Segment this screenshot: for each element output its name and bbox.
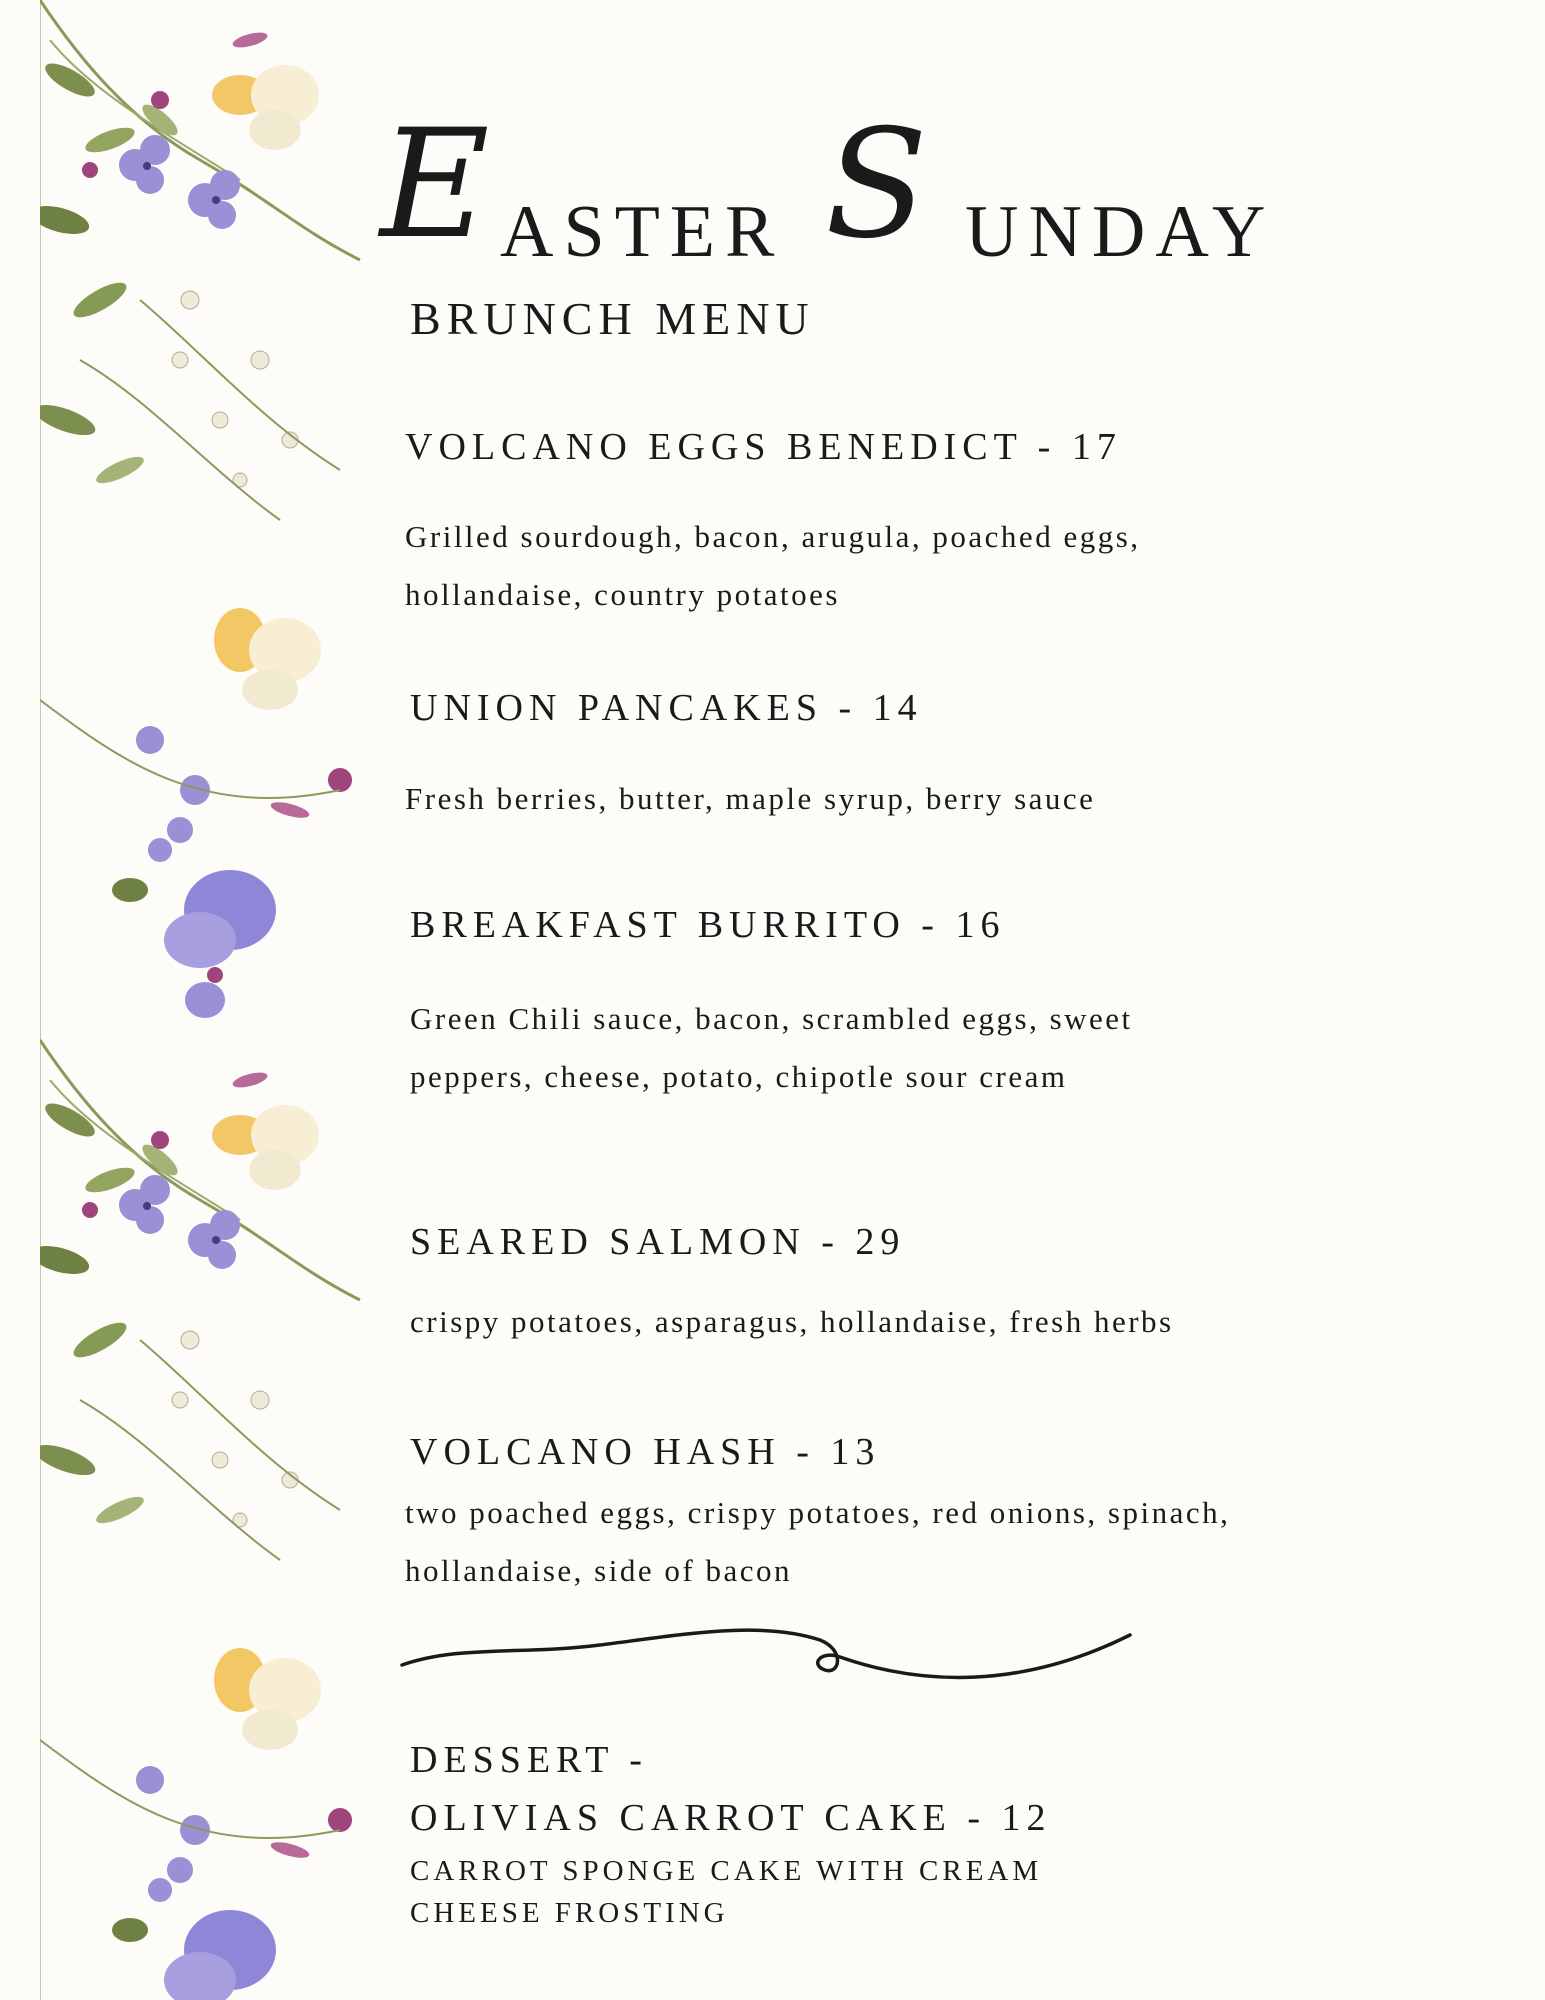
dessert-heading: DESSERT - <box>410 1739 648 1781</box>
dessert-item-description: CARROT SPONGE CAKE WITH CREAM CHEESE FROSTING <box>410 1855 1043 1929</box>
menu-item-name: SEARED SALMON - 29 <box>410 1221 906 1263</box>
title-word-easter: ASTER <box>500 191 785 273</box>
title-initial-e: E <box>380 98 490 272</box>
menu-item-name: VOLCANO EGGS BENEDICT - 17 <box>405 426 1122 468</box>
menu-item-name: UNION PANCAKES - 14 <box>410 687 923 729</box>
title-word-sunday: UNDAY <box>965 191 1276 273</box>
menu-item-description: crispy potatoes, asparagus, hollandaise, fresh herbs <box>410 1304 1174 1339</box>
title-initial-s: S <box>825 98 928 272</box>
dessert-item-name: OLIVIAS CARROT CAKE - 12 <box>410 1797 1052 1839</box>
menu-item-description: Fresh berries, butter, maple syrup, berry sauce <box>405 781 1096 816</box>
menu-title <box>380 98 1280 280</box>
flourish-divider <box>400 1615 1140 1705</box>
menu-item-description: Grilled sourdough, bacon, arugula, poached eggs, hollandaise, country potatoes <box>405 519 1141 612</box>
menu-item-name: VOLCANO HASH - 13 <box>410 1431 881 1473</box>
menu-item-description: two poached eggs, crispy potatoes, red onions, spinach, hollandaise, side of bacon <box>405 1495 1231 1588</box>
menu-item-description: Green Chili sauce, bacon, scrambled eggs, sweet peppers, cheese, potato, chipotle sour cream <box>410 1001 1133 1094</box>
menu-subtitle: BRUNCH MENU <box>410 293 815 344</box>
menu-item-name: BREAKFAST BURRITO - 16 <box>410 904 1006 946</box>
floral-border-illustration <box>40 0 370 2000</box>
